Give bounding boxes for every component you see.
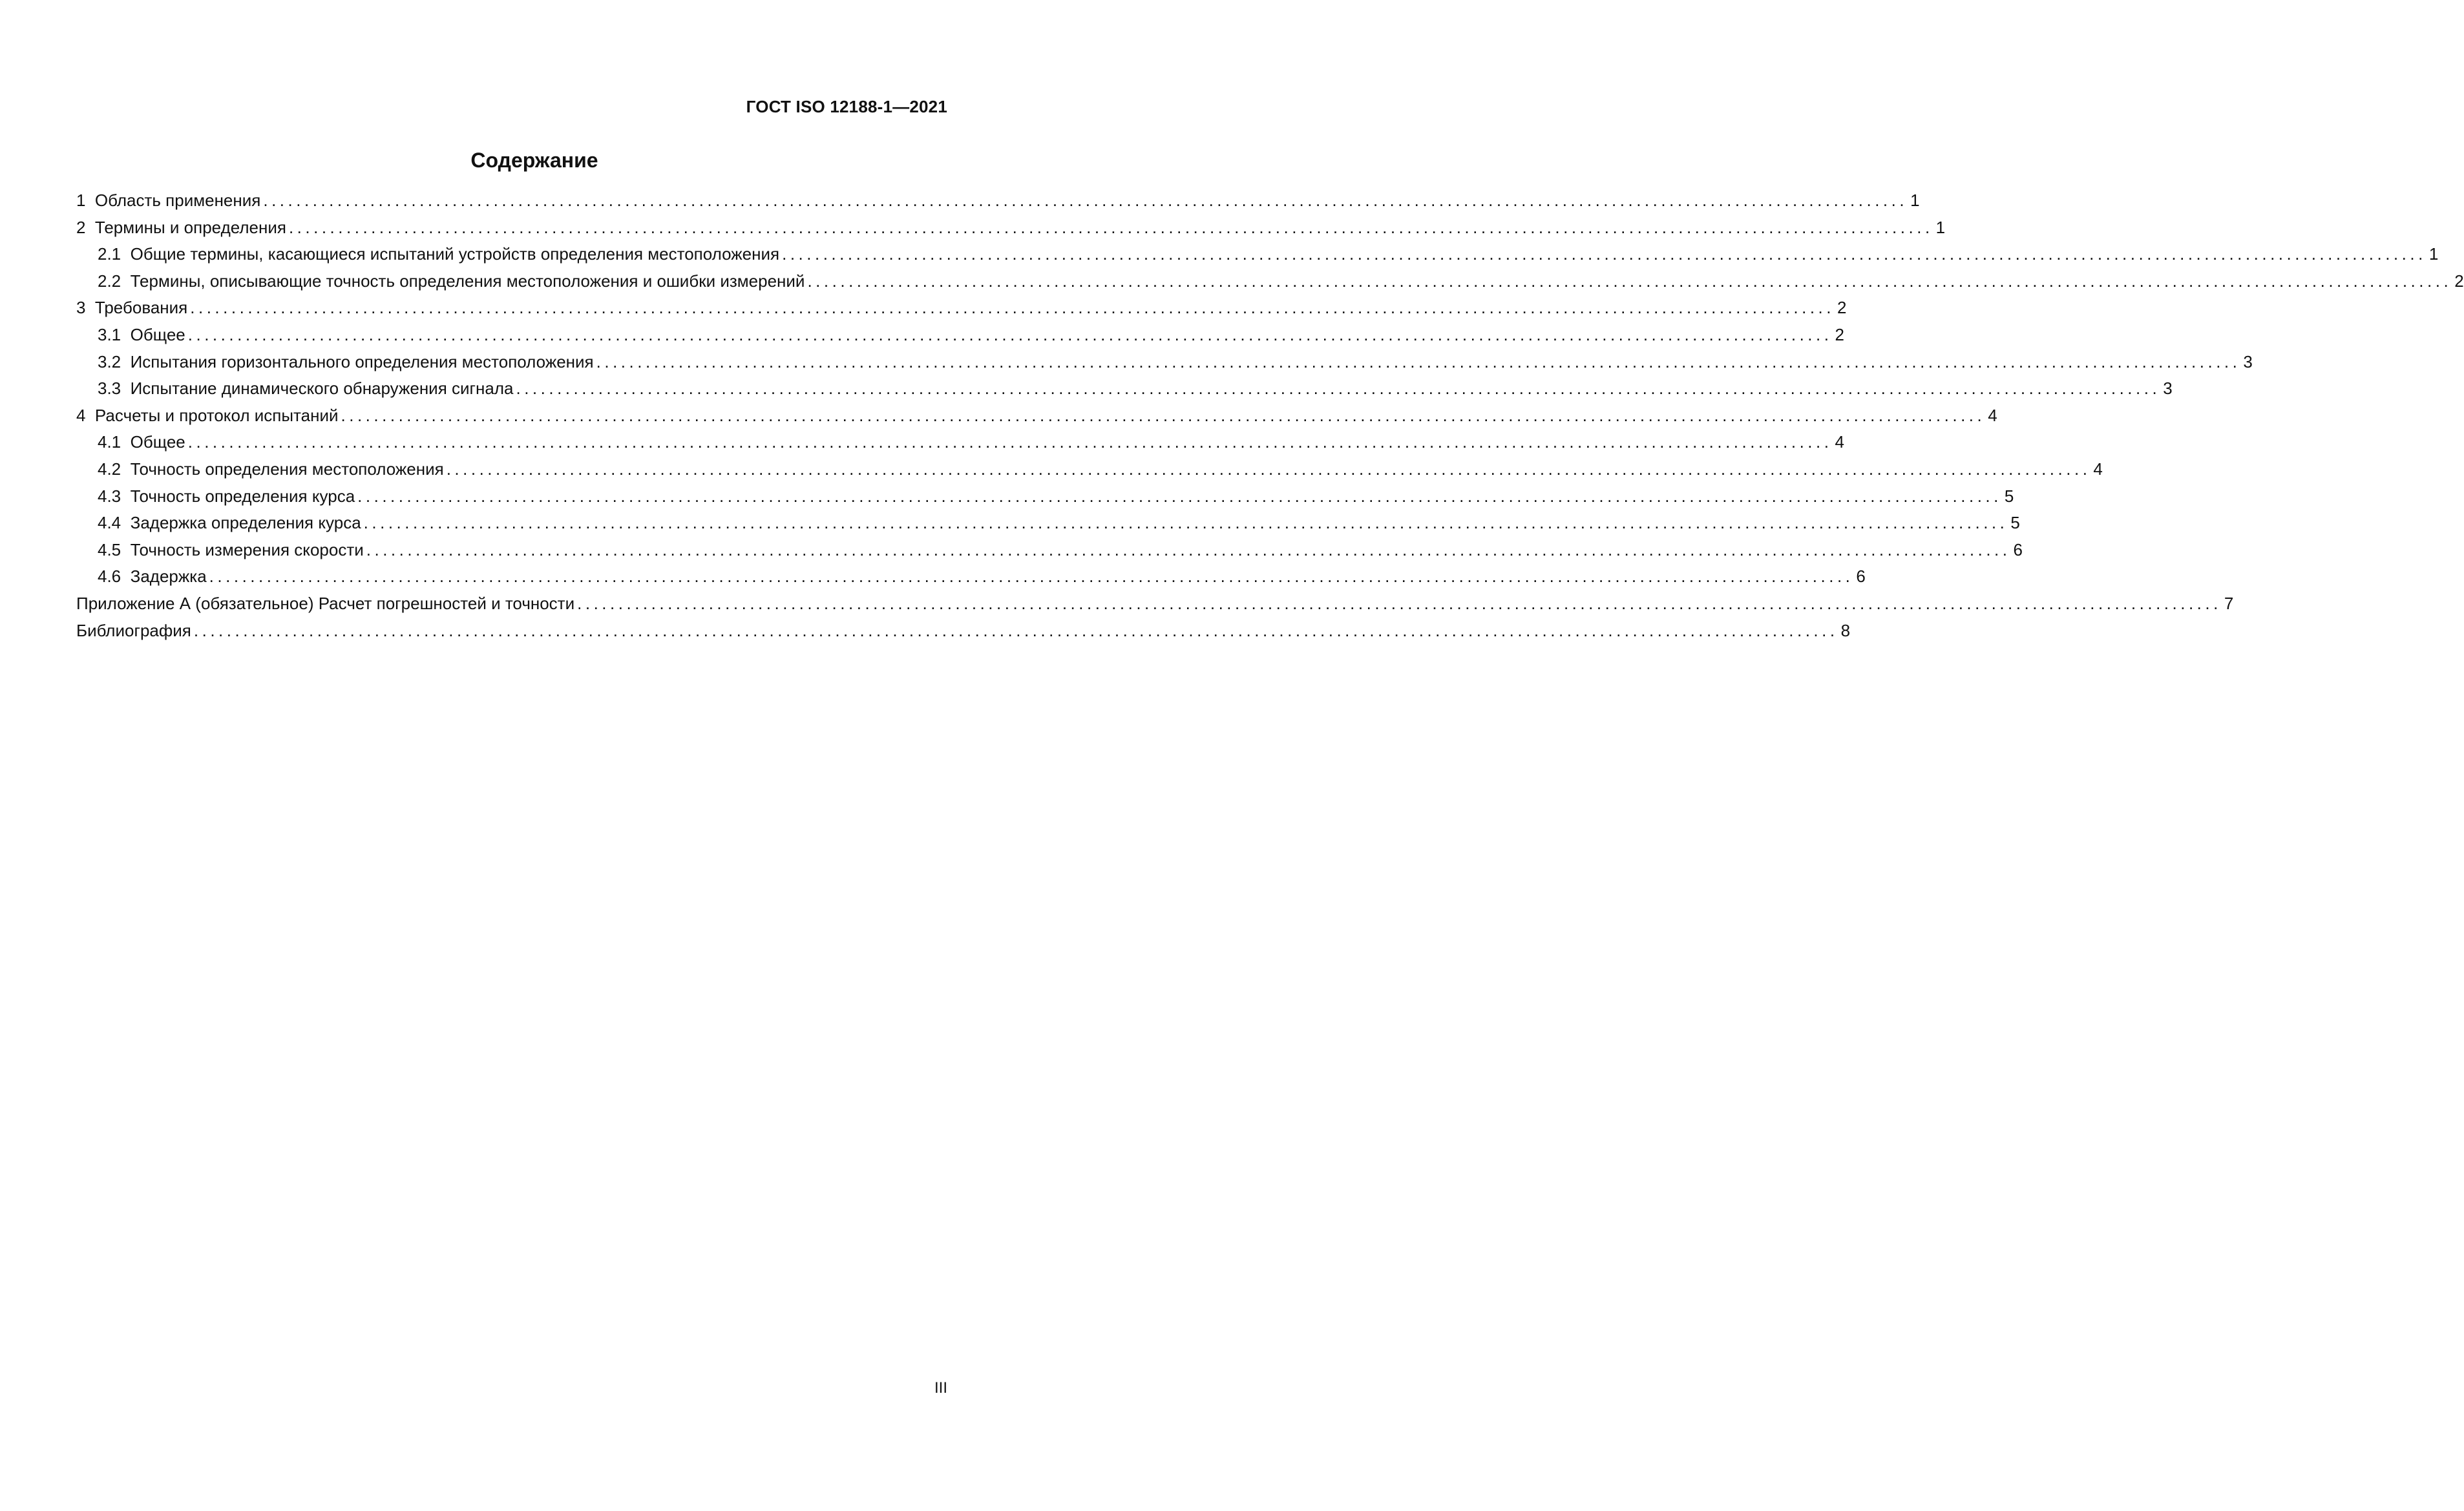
toc-entry-page: 1 <box>2428 244 2439 264</box>
toc-entry-page: 1 <box>1910 191 1920 210</box>
toc-entry[interactable] <box>76 268 2464 295</box>
toc-entry-label: Расчеты и протокол испытаний <box>94 405 339 425</box>
toc-entry-page: 6 <box>1856 567 1866 587</box>
toc-entry-number: 4.5 <box>98 539 121 559</box>
toc-leader-dots: ........................................................................................................................................................................................................ <box>596 351 2241 371</box>
page-number: III <box>934 1379 947 1397</box>
toc-entry-page: 6 <box>2013 539 2023 559</box>
toc-entry-label: Точность измерения скорости <box>130 539 364 559</box>
toc-entry[interactable] <box>76 590 2234 618</box>
toc-entry-page: 5 <box>2010 513 2020 533</box>
toc-entry-label: Испытания горизонтального определения местоположения <box>130 351 594 371</box>
toc-leader-dots: ........................................................................................................................................................................................................ <box>357 486 2002 506</box>
toc-entry-page: 3 <box>2243 351 2253 371</box>
toc-entry-page: 3 <box>2163 379 2173 399</box>
toc-leader-dots: ........................................................................................................................................................................................................ <box>516 379 2161 399</box>
toc-entry-page: 2 <box>2454 271 2464 291</box>
toc-entry-page: 7 <box>2224 593 2234 613</box>
toc-entry-number: 4.6 <box>98 567 121 587</box>
toc-entry-number: 2 <box>76 217 86 237</box>
toc-entry-number: 3.2 <box>98 351 121 371</box>
toc-entry-number: 3.3 <box>98 379 121 399</box>
toc-entry-label: Задержка <box>130 567 207 587</box>
toc-entry-label: Приложение А (обязательное) Расчет погрешностей и точности <box>76 593 575 613</box>
toc-entry-number: 2.1 <box>98 244 121 264</box>
toc-title: Содержание <box>470 149 598 172</box>
toc-leader-dots: ........................................................................................................................................................................................................ <box>187 432 1833 452</box>
toc-entry-page: 4 <box>1835 432 1844 452</box>
table-of-contents <box>76 187 2464 644</box>
toc-entry[interactable] <box>76 456 2103 483</box>
toc-entry[interactable] <box>76 510 2020 537</box>
toc-entry-number: 4.2 <box>98 459 121 479</box>
toc-entry[interactable] <box>76 402 1997 430</box>
toc-entry-page: 1 <box>1935 217 1946 237</box>
toc-leader-dots: ........................................................................................................................................................................................................ <box>288 217 1933 237</box>
toc-entry-label: Термины и определения <box>94 217 286 237</box>
toc-leader-dots: ........................................................................................................................................................................................................ <box>190 298 1835 318</box>
toc-entry-label: Требования <box>94 298 188 318</box>
toc-entry-number: 1 <box>76 191 86 210</box>
toc-entry[interactable] <box>76 563 1866 590</box>
toc-entry[interactable] <box>76 429 1844 456</box>
toc-entry-label: Задержка определения курса <box>130 513 361 533</box>
toc-entry[interactable] <box>76 241 2439 268</box>
toc-entry-number: 4 <box>76 405 86 425</box>
toc-entry-number: 4.4 <box>98 513 121 533</box>
toc-leader-dots: ........................................................................................................................................................................................................ <box>209 567 1854 587</box>
toc-entry[interactable] <box>76 618 1851 645</box>
toc-leader-dots: ........................................................................................................................................................................................................ <box>366 539 2011 559</box>
toc-entry[interactable] <box>76 295 1847 322</box>
toc-entry-page: 2 <box>1835 324 1844 344</box>
toc-entry[interactable] <box>76 214 1946 242</box>
toc-entry-number: 4.1 <box>98 432 121 452</box>
toc-entry-number: 3 <box>76 298 86 318</box>
document-code: ГОСТ ISO 12188-1—2021 <box>746 97 947 116</box>
toc-entry[interactable] <box>76 537 2023 564</box>
toc-entry-label: Область применения <box>94 191 261 210</box>
toc-entry-label: Общее <box>130 432 185 452</box>
toc-leader-dots: ........................................................................................................................................................................................................ <box>446 459 2091 479</box>
toc-entry-page: 4 <box>2093 459 2103 479</box>
toc-entry[interactable] <box>76 375 2173 402</box>
toc-entry-label: Точность определения курса <box>130 486 355 506</box>
toc-leader-dots: ........................................................................................................................................................................................................ <box>341 405 1986 425</box>
toc-entry-label: Точность определения местоположения <box>130 459 444 479</box>
toc-leader-dots: ........................................................................................................................................................................................................ <box>363 513 2008 533</box>
toc-entry-number: 4.3 <box>98 486 121 506</box>
toc-entry-page: 4 <box>1988 405 1997 425</box>
toc-leader-dots: ........................................................................................................................................................................................................ <box>263 191 1908 210</box>
toc-entry-label: Общие термины, касающиеся испытаний устройств определения местоположения <box>130 244 780 264</box>
toc-entry[interactable] <box>76 349 2253 376</box>
toc-entry-page: 2 <box>1837 298 1847 318</box>
toc-leader-dots: ........................................................................................................................................................................................................ <box>187 324 1833 344</box>
toc-entry-number: 3.1 <box>98 324 121 344</box>
toc-entry-number: 2.2 <box>98 271 121 291</box>
toc-entry-page: 8 <box>1840 620 1851 640</box>
toc-entry-label: Испытание динамического обнаружения сигнала <box>130 379 514 399</box>
toc-leader-dots: ........................................................................................................................................................................................................ <box>782 244 2427 264</box>
toc-entry-label: Общее <box>130 324 185 344</box>
toc-leader-dots: ........................................................................................................................................................................................................ <box>577 593 2222 613</box>
toc-entry-label: Библиография <box>76 620 191 640</box>
toc-leader-dots: ........................................................................................................................................................................................................ <box>807 271 2452 291</box>
toc-entry[interactable] <box>76 187 1920 214</box>
toc-entry-page: 5 <box>2004 486 2014 506</box>
toc-entry-label: Термины, описывающие точность определения местоположения и ошибки измерений <box>130 271 805 291</box>
toc-leader-dots: ........................................................................................................................................................................................................ <box>193 620 1838 640</box>
toc-entry[interactable] <box>76 483 2014 510</box>
toc-entry[interactable] <box>76 322 1844 349</box>
